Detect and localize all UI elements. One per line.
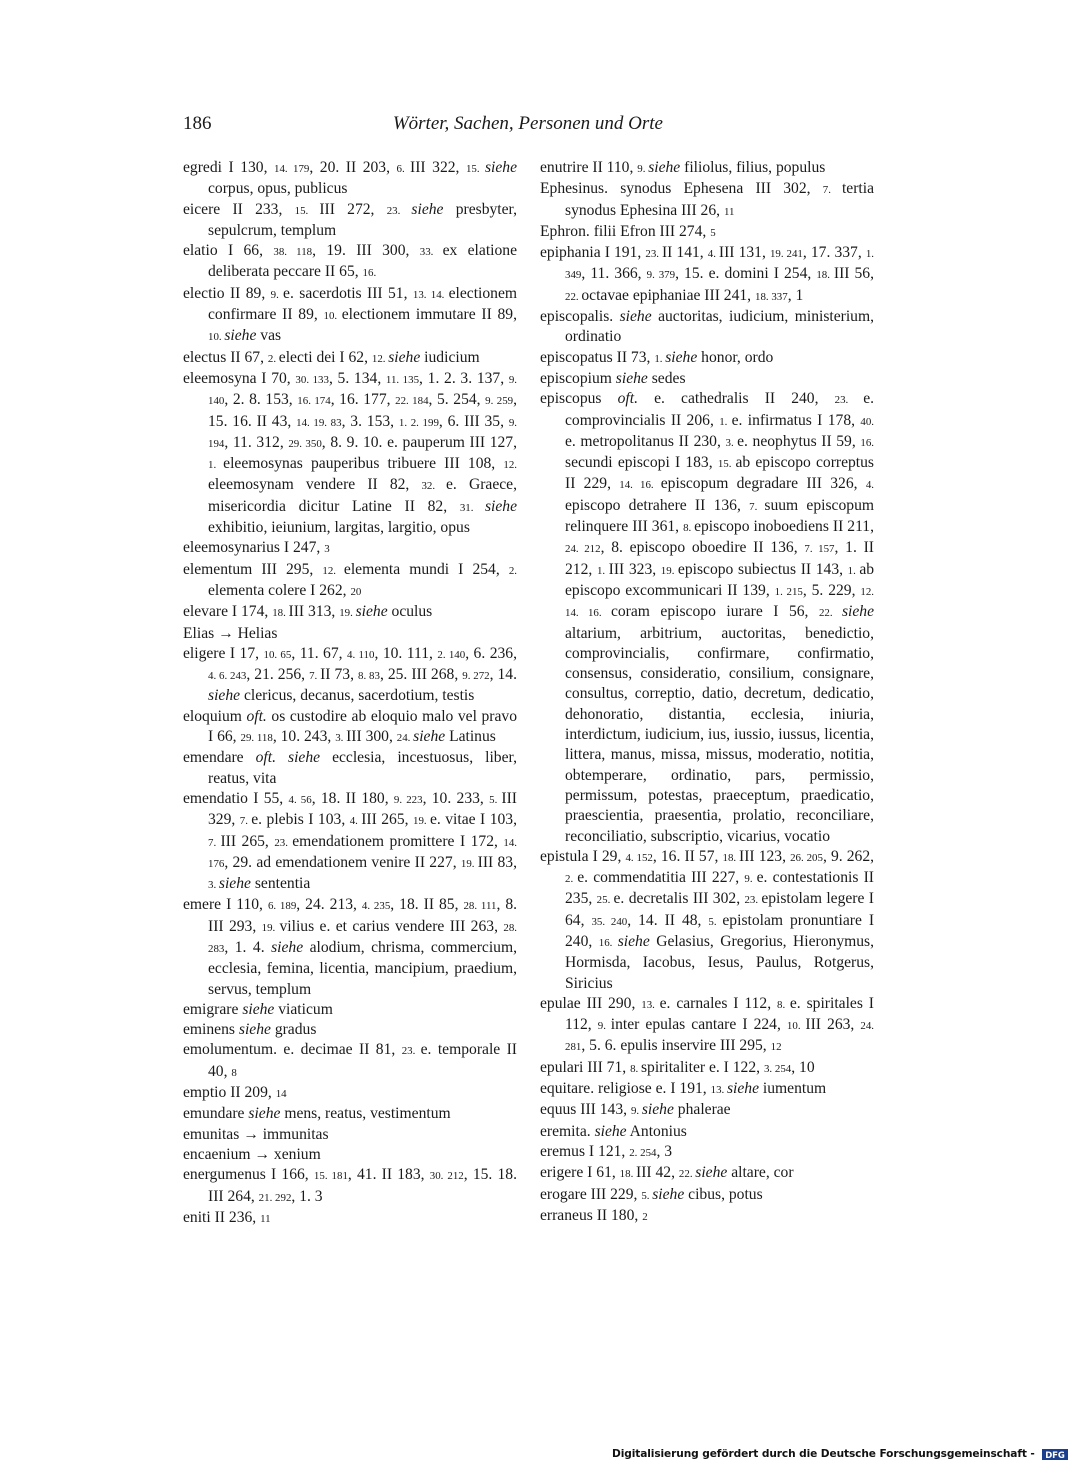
- index-entry: eminens siehe gradus: [183, 1021, 317, 1039]
- page-number: 186: [183, 113, 212, 134]
- index-entry: Ephesinus. synodus Ephesena III 302, 7. tertia synodus Ephesina III 26, 11: [540, 180, 875, 219]
- index-entry: Elias → Helias: [183, 624, 278, 642]
- index-entry: egredi I 130, 14. 179, 20. II 203, 6. III 322, 15. siehe corpus, opus, publicus: [183, 159, 517, 198]
- index-entry: equitare. religiose e. I 191, 13. siehe iumentum: [540, 1080, 827, 1098]
- index-entry: epulae III 290, 13. e. carnales I 112, 8. e. spiritales I 112, 9. inter epulas cantare I 224, 10. III 263, 24. 281, 5. 6. epulis inservire III 295, 12: [540, 994, 874, 1055]
- index-entry: eremita. siehe Antonius: [540, 1122, 687, 1140]
- page-header: [183, 113, 663, 143]
- index-entry: encaenium → xenium: [183, 1145, 321, 1163]
- dfg-logo-icon: [1042, 1449, 1068, 1460]
- index-entry: episcopus oft. e. cathedralis II 240, 23. e. comprovincialis II 206, 1. e. infirmatus I 178, 40. e. metropolitanus II 230, 3. e. neophytus II 59, 16. secundi episcopi I 183, 15. ab episcopo correptus II 229, 14. 16. episcopum degradare III 326, 4. episcopo detrahere II 136, 7. suum episcopum relinquere III 361, 8. episcopo inoboediens II 211, 24. 212, 8. episcopo oboedire II 136, 7. 157, 1. II 212, 1. III 323, 19. episcopo subiectus II 143, 1. ab episcopo excommunicari II 139, 1. 215, 5. 229, 12. 14. 16. coram episcopo iurare I 56, 22. siehe altarium, arbitrium, auctoritas, benedictio, comprovincialis, confirmare, confirmatio, consensus, consideratio, consilium, consignare, consultus, correptio, datio, decretum, dedicatio, dehonoratio, distantia, ecclesia, iniuria, interdictum, iudicium, ius, iussio, iussus, licentia, littera, manus, missa, missus, moderatio, notitia, obtemperare, ordinatio, pars, permissio, permissum, potestas, praeceptum, praedicatio, praescientia, praesentia, prolatio, reconciliare, reconciliatio, subscriptio, vicarius, vocatio: [540, 390, 875, 845]
- index-entry: emolumentum. e. decimae II 81, 23. e. temporale II 40, 8: [183, 1041, 517, 1080]
- index-entry: eicere II 233, 15. III 272, 23. siehe presbyter, sepulcrum, templum: [183, 200, 518, 239]
- digitization-credit-text: Digitalisierung gefördert durch die Deutsche Forschungsgemeinschaft -: [612, 1448, 1035, 1460]
- index-entry: electus II 67, 2. electi dei I 62, 12. siehe iudicium: [183, 348, 480, 366]
- index-entry: epulari III 71, 8. spiritaliter e. I 122, 3. 254, 10: [540, 1058, 815, 1076]
- index-entry: equus III 143, 9. siehe phalerae: [540, 1101, 731, 1119]
- dfg-logo-text: DFG: [1045, 1450, 1066, 1461]
- index-entry: emunitas → immunitas: [183, 1125, 329, 1143]
- index-entry: eleemosynarius I 247, 3: [183, 539, 330, 557]
- index-entry: emere I 110, 6. 189, 24. 213, 4. 235, 18. II 85, 28. 111, 8. III 293, 19. vilius e. et carius vendere III 263, 28. 283, 1. 4. siehe alodium, chrisma, commercium, ecclesia, femina, licentia, mancipium, praedium, servus, templum: [183, 896, 518, 998]
- index-entry: episcopalis. siehe auctoritas, iudicium, ministerium, ordinatio: [540, 308, 875, 346]
- index-entry: emundare siehe mens, reatus, vestimentum: [183, 1105, 451, 1123]
- index-entry: epistula I 29, 4. 152, 16. II 57, 18. III 123, 26. 205, 9. 262, 2. e. commendatitia III 227, 9. e. contestationis II 235, 25. e. decretalis III 302, 23. epistolam legere I 64, 35. 240, 14. II 48, 5. epistolam pronuntiare I 240, 16. siehe Gelasius, Gregorius, Hieronymus, Hormisda, Iacobus, Iesus, Paulus, Rotgerus, Siricius: [540, 847, 875, 992]
- index-entry: electio II 89, 9. e. sacerdotis III 51, 13. 14. electionem confirmare II 89, 10. electionem immutare II 89, 10. siehe vas: [183, 284, 518, 345]
- index-entry: emendatio I 55, 4. 56, 18. II 180, 9. 223, 10. 233, 5. III 329, 7. e. plebis I 103, 4. III 265, 19. e. vitae I 103, 7. III 265, 23. emendationem promittere I 172, 14. 176, 29. ad emendationem venire II 227, 19. III 83, 3. siehe sententia: [183, 789, 518, 893]
- index-entry: eloquium oft. os custodire ab eloquio malo vel pravo I 66, 29. 118, 10. 243, 3. III 300, 24. siehe Latinus: [183, 707, 517, 746]
- index-entry: erigere I 61, 18. III 42, 22. siehe altare, cor: [540, 1164, 794, 1182]
- running-title: Wörter, Sachen, Personen und Orte: [392, 113, 663, 134]
- index-column-right: [540, 158, 874, 1227]
- index-entry: Ephron. filii Efron III 274, 5: [540, 222, 716, 240]
- index-entry: emigrare siehe viaticum: [183, 1000, 333, 1018]
- index-entry: energumenus I 166, 15. 181, 41. II 183, 30. 212, 15. 18. III 264, 21. 292, 1. 3: [183, 1166, 518, 1205]
- index-entry: erraneus II 180, 2: [540, 1206, 648, 1224]
- index-entry: emptio II 209, 14: [183, 1084, 287, 1102]
- index-entry: elatio I 66, 38. 118, 19. III 300, 33. ex elatione deliberata peccare II 65, 16.: [183, 242, 517, 281]
- index-entry: episcopium siehe sedes: [540, 369, 686, 387]
- index-entry: enutrire II 110, 9. siehe filiolus, filius, populus: [540, 159, 826, 176]
- index-entry: elevare I 174, 18. III 313, 19. siehe oculus: [183, 603, 433, 621]
- digitization-credit: [612, 1448, 1068, 1466]
- index-entry: eniti II 236, 11: [183, 1208, 271, 1226]
- index-entry: eligere I 17, 10. 65, 11. 67, 4. 110, 10. 111, 2. 140, 6. 236, 4. 6. 243, 21. 256, 7. II 73, 8. 83, 25. III 268, 9. 272, 14. siehe clericus, decanus, sacerdotium, testis: [183, 644, 518, 705]
- index-entry: eremus I 121, 2. 254, 3: [540, 1142, 673, 1160]
- index-entry: epiphania I 191, 23. II 141, 4. III 131, 19. 241, 17. 337, 1. 349, 11. 366, 9. 379, 15. e. domini I 254, 18. III 56, 22. octavae epiphaniae III 241, 18. 337, 1: [540, 244, 875, 304]
- index-entry: elementum III 295, 12. elementa mundi I 254, 2. elementa colere I 262, 20: [183, 560, 517, 599]
- index-column-left: [183, 158, 517, 1229]
- index-entry: eleemosyna I 70, 30. 133, 5. 134, 11. 135, 1. 2. 3. 137, 9. 140, 2. 8. 153, 16. 174, 16. 177, 22. 184, 5. 254, 9. 259, 15. 16. II 43, 14. 19. 83, 3. 153, 1. 2. 199, 6. III 35, 9. 194, 11. 312, 29. 350, 8. 9. 10. e. pauperum III 127, 1. eleemosynas pauperibus tribuere III 108, 12. eleemosynam vendere II 82, 32. e. Graece, misericordia dicitur Latine II 82, 31. siehe exhibitio, ieiunium, largitas, largitio, opus: [183, 369, 518, 537]
- index-entry: episcopatus II 73, 1. siehe honor, ordo: [540, 348, 774, 366]
- index-entry: emendare oft. siehe ecclesia, incestuosus, liber, reatus, vita: [183, 749, 517, 787]
- index-entry: erogare III 229, 5. siehe cibus, potus: [540, 1185, 763, 1203]
